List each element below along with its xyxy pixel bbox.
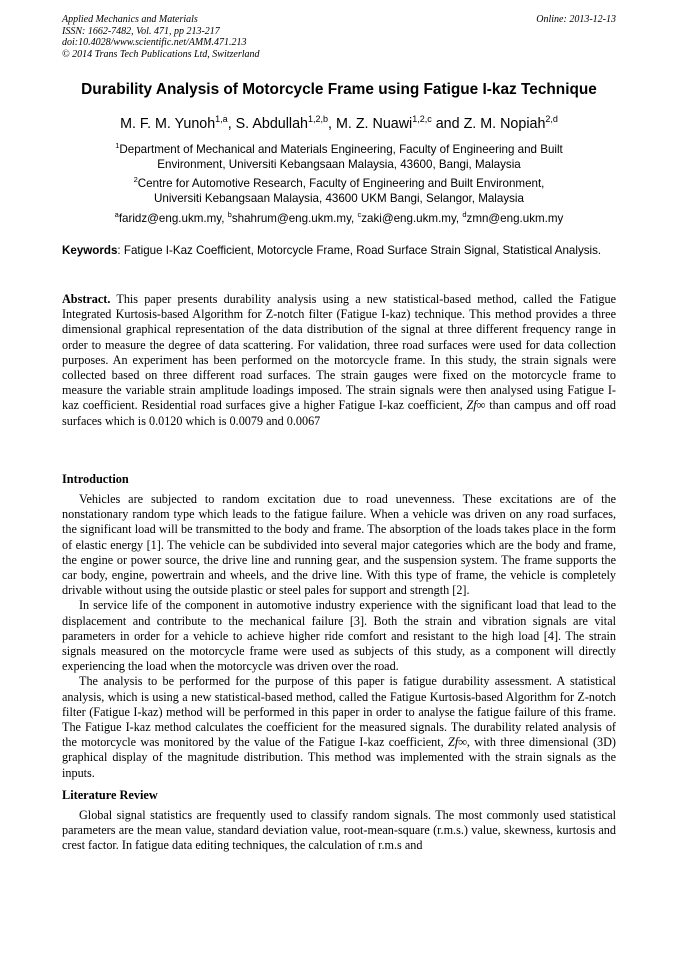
- affiliation-line: Universiti Kebangsaan Malaysia, 43600 UKM Bangi, Selangor, Malaysia: [154, 192, 524, 206]
- journal-name: Applied Mechanics and Materials: [62, 14, 198, 25]
- keywords: [62, 243, 616, 258]
- author-sup: 1,a: [215, 114, 228, 124]
- journal-header: [62, 14, 616, 60]
- email-sup: b: [227, 210, 232, 219]
- doi-line: doi:10.4028/www.scientific.net/AMM.471.213: [62, 37, 247, 48]
- affiliation-line: Centre for Automotive Research, Faculty of Engineering and Built Environment,: [137, 176, 545, 190]
- keywords-text: : Fatigue I-Kaz Coefficient, Motorcycle Frame, Road Surface Strain Signal, Statistical Analysis.: [117, 244, 602, 257]
- intro-p3-text-end: , with three dimensional (3D) graphical display of the magnitude distribution. This method was implemented with the strain signals as the inputs.: [62, 735, 616, 780]
- author: M. F. M. Yunoh: [120, 115, 216, 132]
- intro-paragraph-3: [62, 674, 616, 780]
- literature-paragraph-1: Global signal statistics are frequently used to classify random signals. The most commonly used statistical parameters are the mean value, standard deviation value, root-mean-square (r.m.s.) value, skewness, kurtosis and crest factor. In fatigue data editing techniques, the calculation of r.m.s and: [62, 807, 616, 853]
- email-link[interactable]: faridz@eng.ukm.my: [118, 211, 222, 225]
- email-link[interactable]: zaki@eng.ukm.my: [361, 211, 456, 225]
- email-sup: c: [357, 210, 362, 219]
- email-sup: d: [462, 210, 467, 219]
- author-sup: 1,2,b: [307, 114, 329, 124]
- literature-heading: Literature Review: [62, 787, 158, 802]
- intro-p3-text: The analysis to be performed for the purpose of this paper is fatigue durability assessment. A statistical analysis, which is using a new statistical-based method, called the Fatigue Kurtosis-based Algorithm for Z-notch filter (Fatigue I-kaz) method will be performed in this paper in order to analyse the fatigue failure of this frame. The Fatigue I-kaz method calculates the coefficient for the measured signals. The durability related analysis of the motorcycle was monitored by the value of the Fatigue I-kaz coefficient,: [62, 674, 616, 750]
- intro-paragraph-2: In service life of the component in automotive industry experience with the significant load that lead to the displacement and contribute to the mechanical failure [3]. Both the strain and vibration signals are vital parameters in order for a vehicle to achieve higher ride comfort and resistant to the high load [4]. The strain signals measured on the motorcycle frame were used as subjects of this study, as a component will directly experiencing the load when the motorcycle was driven over the road.: [62, 598, 616, 674]
- email-link[interactable]: zmn@eng.ukm.my: [466, 211, 564, 225]
- affiliation-line: Environment, Universiti Kebangsaan Malaysia, 43600, Bangi, Malaysia: [157, 158, 521, 172]
- affiliation-1: [60, 138, 618, 173]
- email-list: $^a$faridz@eng.ukm.my, $^b$shahrum@eng.ukm.my, $^c$zaki@eng.ukm.my, $^d$zmn@eng.ukm.my: [114, 210, 564, 225]
- body-sections: [62, 472, 616, 853]
- intro-paragraph-1: Vehicles are subjected to random excitation due to road unevenness. These excitations are of the nonstationary random type which leads to the fatigue failure. When a vehicle was driven on any road surfaces, the significant load will be transmitted to the body and frame. The absorption of the loads takes place in the form of elastic energy [1]. The vehicle can be subdivided into several major categories which are the body and frame, the engine or power source, the drive line and running gear, and the suspension system. The frame supports the car body, engine, powertrain and wheels, and the drive line. With this type of frame, the vehicle is completely drivable without using the outside plastic or steel pales for support and strength [2].: [62, 492, 616, 598]
- author-sup: 2,d: [545, 114, 558, 124]
- fatigue-ikaz-symbol: Zf∞: [466, 398, 486, 413]
- issn-line: ISSN: 1662-7482, Vol. 471, pp 213-217: [62, 25, 220, 37]
- online-date: Online: 2013-12-13: [536, 14, 616, 25]
- author-sep: ,: [328, 115, 336, 132]
- abstract-text-end: than campus and off road surfaces which is 0.0120 which is 0.0079 and 0.0067: [62, 398, 616, 428]
- fatigue-ikaz-symbol: Zf∞: [448, 735, 467, 750]
- introduction-heading: Introduction: [62, 472, 129, 486]
- abstract-text: This paper presents durability analysis using a new statistical-based method, called the Fatigue Integrated Kurtosis-based Algorithm for Z-notch filter (Fatigue I-kaz) technique. This method provides a three dimensional graphical representation of the data distribution of the signal at three different frequency range in order to measure the degree of data scattering. For validation, three road surfaces were used for data collection purposes. An experiment has been performed on the motorcycle frame. In this study, the strain signals were collected based on three different road surfaces. The strain gauges were fixed on the motorcycle frame to measure the variable strain amplitude loadings imposed. The strain signals were then analysed using Fatigue I-kaz coefficient. Residential road surfaces give a higher Fatigue I-kaz coefficient,: [62, 292, 616, 413]
- abstract: [62, 292, 616, 429]
- copyright-line: © 2014 Trans Tech Publications Ltd, Switzerland: [62, 48, 260, 60]
- author-list: [40, 114, 638, 132]
- affiliation-line: Department of Mechanical and Materials Engineering, Faculty of Engineering and Built: [119, 142, 563, 156]
- affiliation-sup: 1: [115, 141, 120, 150]
- author-sep: ,: [227, 115, 236, 132]
- keywords-label: Keywords: [62, 244, 118, 257]
- email-sup: a: [114, 210, 119, 219]
- author: Z. M. Nopiah: [463, 115, 546, 132]
- author: S. Abdullah: [235, 115, 308, 132]
- paper-title: Durability Analysis of Motorcycle Frame using Fatigue I-kaz Technique: [81, 81, 597, 98]
- author-sup: 1,2,c: [412, 114, 432, 124]
- email-link[interactable]: shahrum@eng.ukm.my: [231, 211, 352, 225]
- abstract-label: Abstract.: [62, 292, 111, 306]
- affiliation-2: [60, 172, 618, 207]
- author: M. Z. Nuawi: [335, 115, 413, 132]
- author-sep: and: [431, 115, 464, 132]
- affiliation-sup: 2: [133, 175, 138, 184]
